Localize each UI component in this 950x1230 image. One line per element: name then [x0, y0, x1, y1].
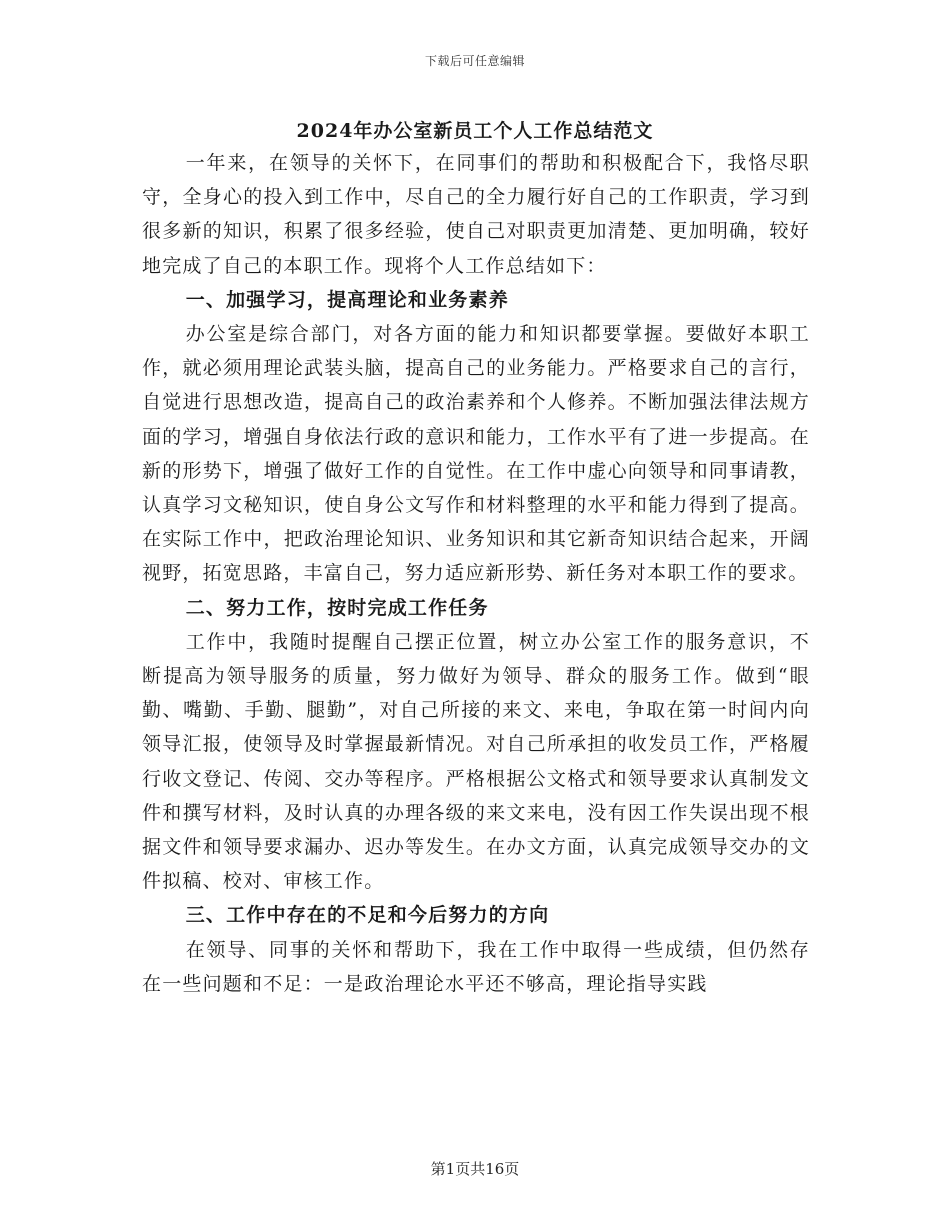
- page-header: 下载后可任意编辑: [424, 54, 525, 68]
- section-2-paragraph: 工作中，我随时提醒自己摆正位置，树立办公室工作的服务意识，不断提高为领导服务的质量，努力做好为领导、群众的服务工作。做到“眼勤、嘴勤、手勤、腿勤”，对自己所接的来文、来电，争取在第一时间内向领导汇报，使领导及时掌握最新情况。对自己所承担的收发员工作，严格履行收文登记、传阅、交办等程序。严格根据公文格式和领导要求认真制发文件和撰写材料，及时认真的办理各级的来文来电，没有因工作失误出现不根据文件和领导要求漏办、迟办等发生。在办文方面，认真完成领导交办的文件拟稿、校对、审核工作。: [142, 630, 810, 893]
- page-number-footer: 第1页共16页: [430, 1160, 520, 1178]
- section-heading-1: 一、加强学习，提高理论和业务素养: [185, 288, 509, 311]
- section-3-paragraph: 在领导、同事的关怀和帮助下，我在工作中取得一些成绩，但仍然存在一些问题和不足：一是政治理论水平还不够高，理论指导实践: [142, 938, 810, 995]
- intro-paragraph: 一年来，在领导的关怀下，在同事们的帮助和积极配合下，我恪尽职守，全身心的投入到工作中，尽自己的全力履行好自己的工作职责，学习到很多新的知识，积累了很多经验，使自己对职责更加清楚、更加明确，较好地完成了自己的本职工作。现将个人工作总结如下：: [142, 152, 810, 277]
- section-heading-2: 二、努力工作，按时完成工作任务: [185, 596, 489, 619]
- document-title: 2024年办公室新员工个人工作总结范文: [296, 120, 654, 142]
- section-heading-3: 三、工作中存在的不足和今后努力的方向: [185, 904, 550, 927]
- section-1-paragraph: 办公室是综合部门，对各方面的能力和知识都要掌握。要做好本职工作，就必须用理论武装头脑，提高自己的业务能力。严格要求自己的言行，自觉进行思想改造，提高自己的政治素养和个人修养。不断加强法律法规方面的学习，增强自身依法行政的意识和能力，工作水平有了进一步提高。在新的形势下，增强了做好工作的自觉性。在工作中虚心向领导和同事请教，认真学习文秘知识，使自身公文写作和材料整理的水平和能力得到了提高。在实际工作中，把政治理论知识、业务知识和其它新奇知识结合起来，开阔视野，拓宽思路，丰富自己，努力适应新形势、新任务对本职工作的要求。: [142, 323, 810, 585]
- document-body: [142, 146, 810, 1001]
